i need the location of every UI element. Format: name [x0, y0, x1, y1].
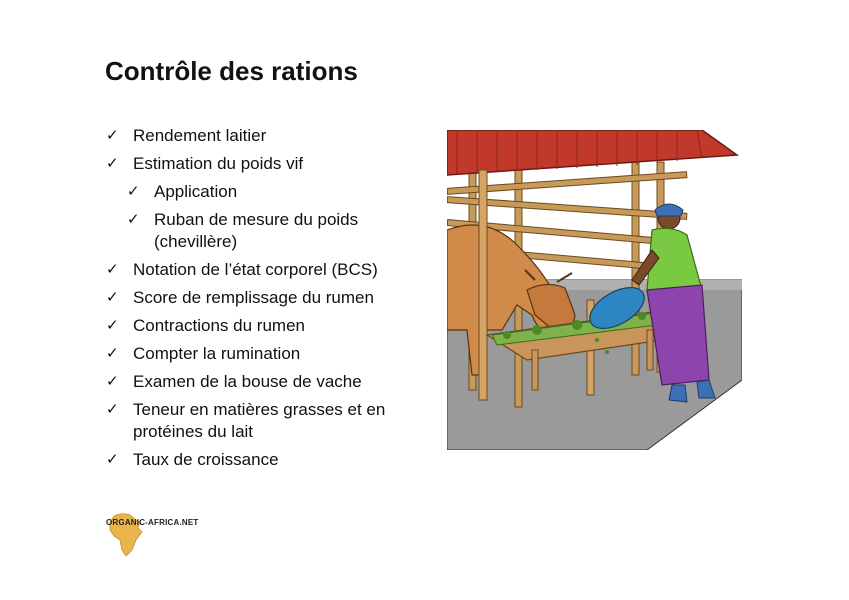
logo-text: ORGANIC-AFRICA.NET: [106, 518, 199, 527]
check-icon: ✓: [106, 401, 119, 418]
check-icon: ✓: [106, 155, 119, 172]
bullet-item: ✓ Contractions du rumen: [106, 316, 305, 335]
check-icon: ✓: [106, 345, 119, 362]
check-icon: ✓: [106, 317, 119, 334]
bullet-item: ✓ Estimation du poids vif: [106, 154, 304, 173]
bullet-item: ✓ Taux de croissance: [106, 450, 279, 469]
check-icon: ✓: [106, 451, 119, 468]
cow-feeding-illustration: [447, 130, 742, 450]
bullet-item: ✓ Score de remplissage du rumen: [106, 288, 374, 307]
bullet-list: [106, 125, 426, 477]
check-icon: ✓: [127, 183, 140, 200]
check-icon: ✓: [106, 261, 119, 278]
bullet-item: ✓ Notation de l’état corporel (BCS): [106, 260, 378, 279]
check-icon: ✓: [127, 211, 140, 228]
sub-bullet-item: ✓ Application: [127, 182, 238, 201]
check-icon: ✓: [106, 127, 119, 144]
organic-africa-logo: [104, 510, 214, 560]
slide-title: Contrôle des rations: [105, 56, 358, 86]
bullet-item: ✓ Compter la rumination: [106, 344, 301, 363]
check-icon: ✓: [106, 289, 119, 306]
bullet-item: ✓ Rendement laitier: [106, 126, 267, 145]
bullet-item: ✓ Teneur en matières grasses et en protéines du lait: [106, 400, 386, 441]
sub-bullet-item: ✓ Ruban de mesure du poids (chevillère): [127, 210, 359, 251]
check-icon: ✓: [106, 373, 119, 390]
bullet-item: ✓ Examen de la bouse de vache: [106, 372, 362, 391]
